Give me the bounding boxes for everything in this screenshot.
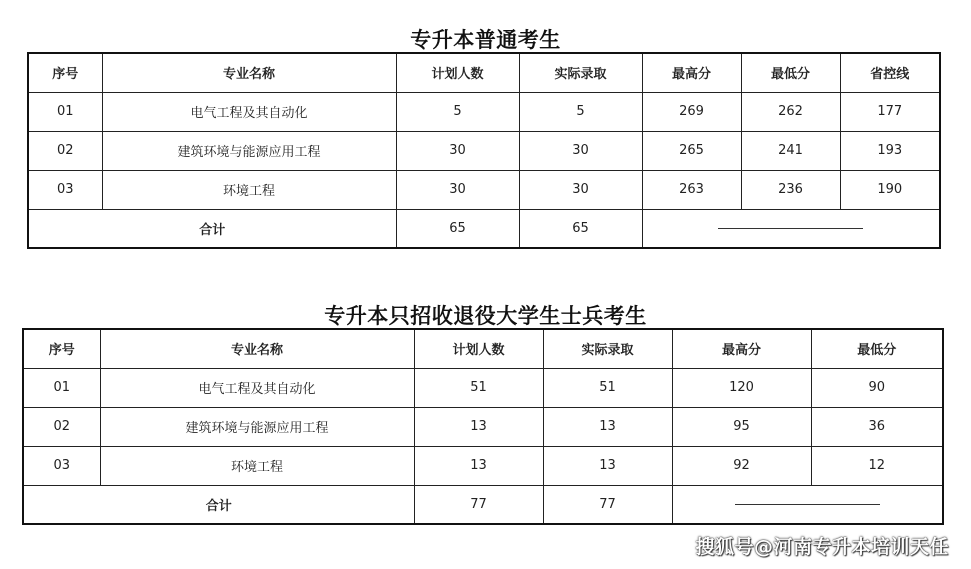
table-cell: 13 [414, 446, 543, 485]
header-cell: 省控线 [840, 53, 940, 92]
table-cell: 51 [543, 368, 672, 407]
table-cell: 5 [396, 92, 519, 131]
table-total-row [23, 485, 943, 524]
table-row [28, 92, 940, 131]
table-row [28, 170, 940, 209]
table-cell: 177 [840, 92, 940, 131]
table-cell: 13 [543, 446, 672, 485]
total-label: 合计 [23, 485, 414, 524]
table-cell: 03 [23, 446, 100, 485]
table-total-row [28, 209, 940, 248]
table-cell: 12 [811, 446, 943, 485]
header-cell: 计划人数 [414, 329, 543, 368]
table-cell: 36 [811, 407, 943, 446]
table1-title: 专升本普通考生 [410, 28, 561, 52]
header-cell: 序号 [28, 53, 102, 92]
header-cell: 最低分 [741, 53, 840, 92]
watermark: 搜狐号@河南专升本培训天任 [695, 536, 949, 558]
header-cell: 专业名称 [100, 329, 414, 368]
table-cell: 92 [672, 446, 811, 485]
table-cell: 建筑环境与能源应用工程 [102, 131, 396, 170]
total-admitted: 77 [543, 485, 672, 524]
total-plan: 77 [414, 485, 543, 524]
table-cell: 01 [23, 368, 100, 407]
header-cell: 最高分 [642, 53, 741, 92]
table-row [28, 131, 940, 170]
table-cell: 5 [519, 92, 642, 131]
table-cell: 265 [642, 131, 741, 170]
table-cell: 02 [28, 131, 102, 170]
table-header-row [28, 53, 940, 92]
table2-title: 专升本只招收退役大学生士兵考生 [324, 304, 647, 328]
header-cell: 专业名称 [102, 53, 396, 92]
table-header-row [23, 329, 943, 368]
table-cell: 01 [28, 92, 102, 131]
table-cell: 120 [672, 368, 811, 407]
header-cell: 计划人数 [396, 53, 519, 92]
total-empty-cell [672, 485, 943, 524]
table-cell: 电气工程及其自动化 [102, 92, 396, 131]
table-row [23, 368, 943, 407]
table-cell: 02 [23, 407, 100, 446]
total-admitted: 65 [519, 209, 642, 248]
table-cell: 建筑环境与能源应用工程 [100, 407, 414, 446]
table-cell: 193 [840, 131, 940, 170]
table-cell: 263 [642, 170, 741, 209]
table-cell: 51 [414, 368, 543, 407]
table-row [23, 446, 943, 485]
table-row [23, 407, 943, 446]
table-cell: 电气工程及其自动化 [100, 368, 414, 407]
table-cell: 30 [519, 170, 642, 209]
table-cell: 03 [28, 170, 102, 209]
table-cell: 13 [414, 407, 543, 446]
table-cell: 30 [519, 131, 642, 170]
table-cell: 95 [672, 407, 811, 446]
header-cell: 实际录取 [543, 329, 672, 368]
table-cell: 30 [396, 131, 519, 170]
header-cell: 最低分 [811, 329, 943, 368]
table-cell: 269 [642, 92, 741, 131]
table-cell: 13 [543, 407, 672, 446]
table-cell: 30 [396, 170, 519, 209]
total-label: 合计 [28, 209, 396, 248]
total-empty-cell [642, 209, 940, 248]
header-cell: 序号 [23, 329, 100, 368]
header-cell: 最高分 [672, 329, 811, 368]
table-cell: 环境工程 [100, 446, 414, 485]
table-cell: 190 [840, 170, 940, 209]
table-cell: 241 [741, 131, 840, 170]
table-cell: 236 [741, 170, 840, 209]
dash-line [735, 504, 880, 505]
table-cell: 262 [741, 92, 840, 131]
total-plan: 65 [396, 209, 519, 248]
table-cell: 环境工程 [102, 170, 396, 209]
table-veteran-students [22, 328, 944, 525]
table-cell: 90 [811, 368, 943, 407]
header-cell: 实际录取 [519, 53, 642, 92]
table-regular-students [27, 52, 941, 249]
dash-line [718, 228, 863, 229]
